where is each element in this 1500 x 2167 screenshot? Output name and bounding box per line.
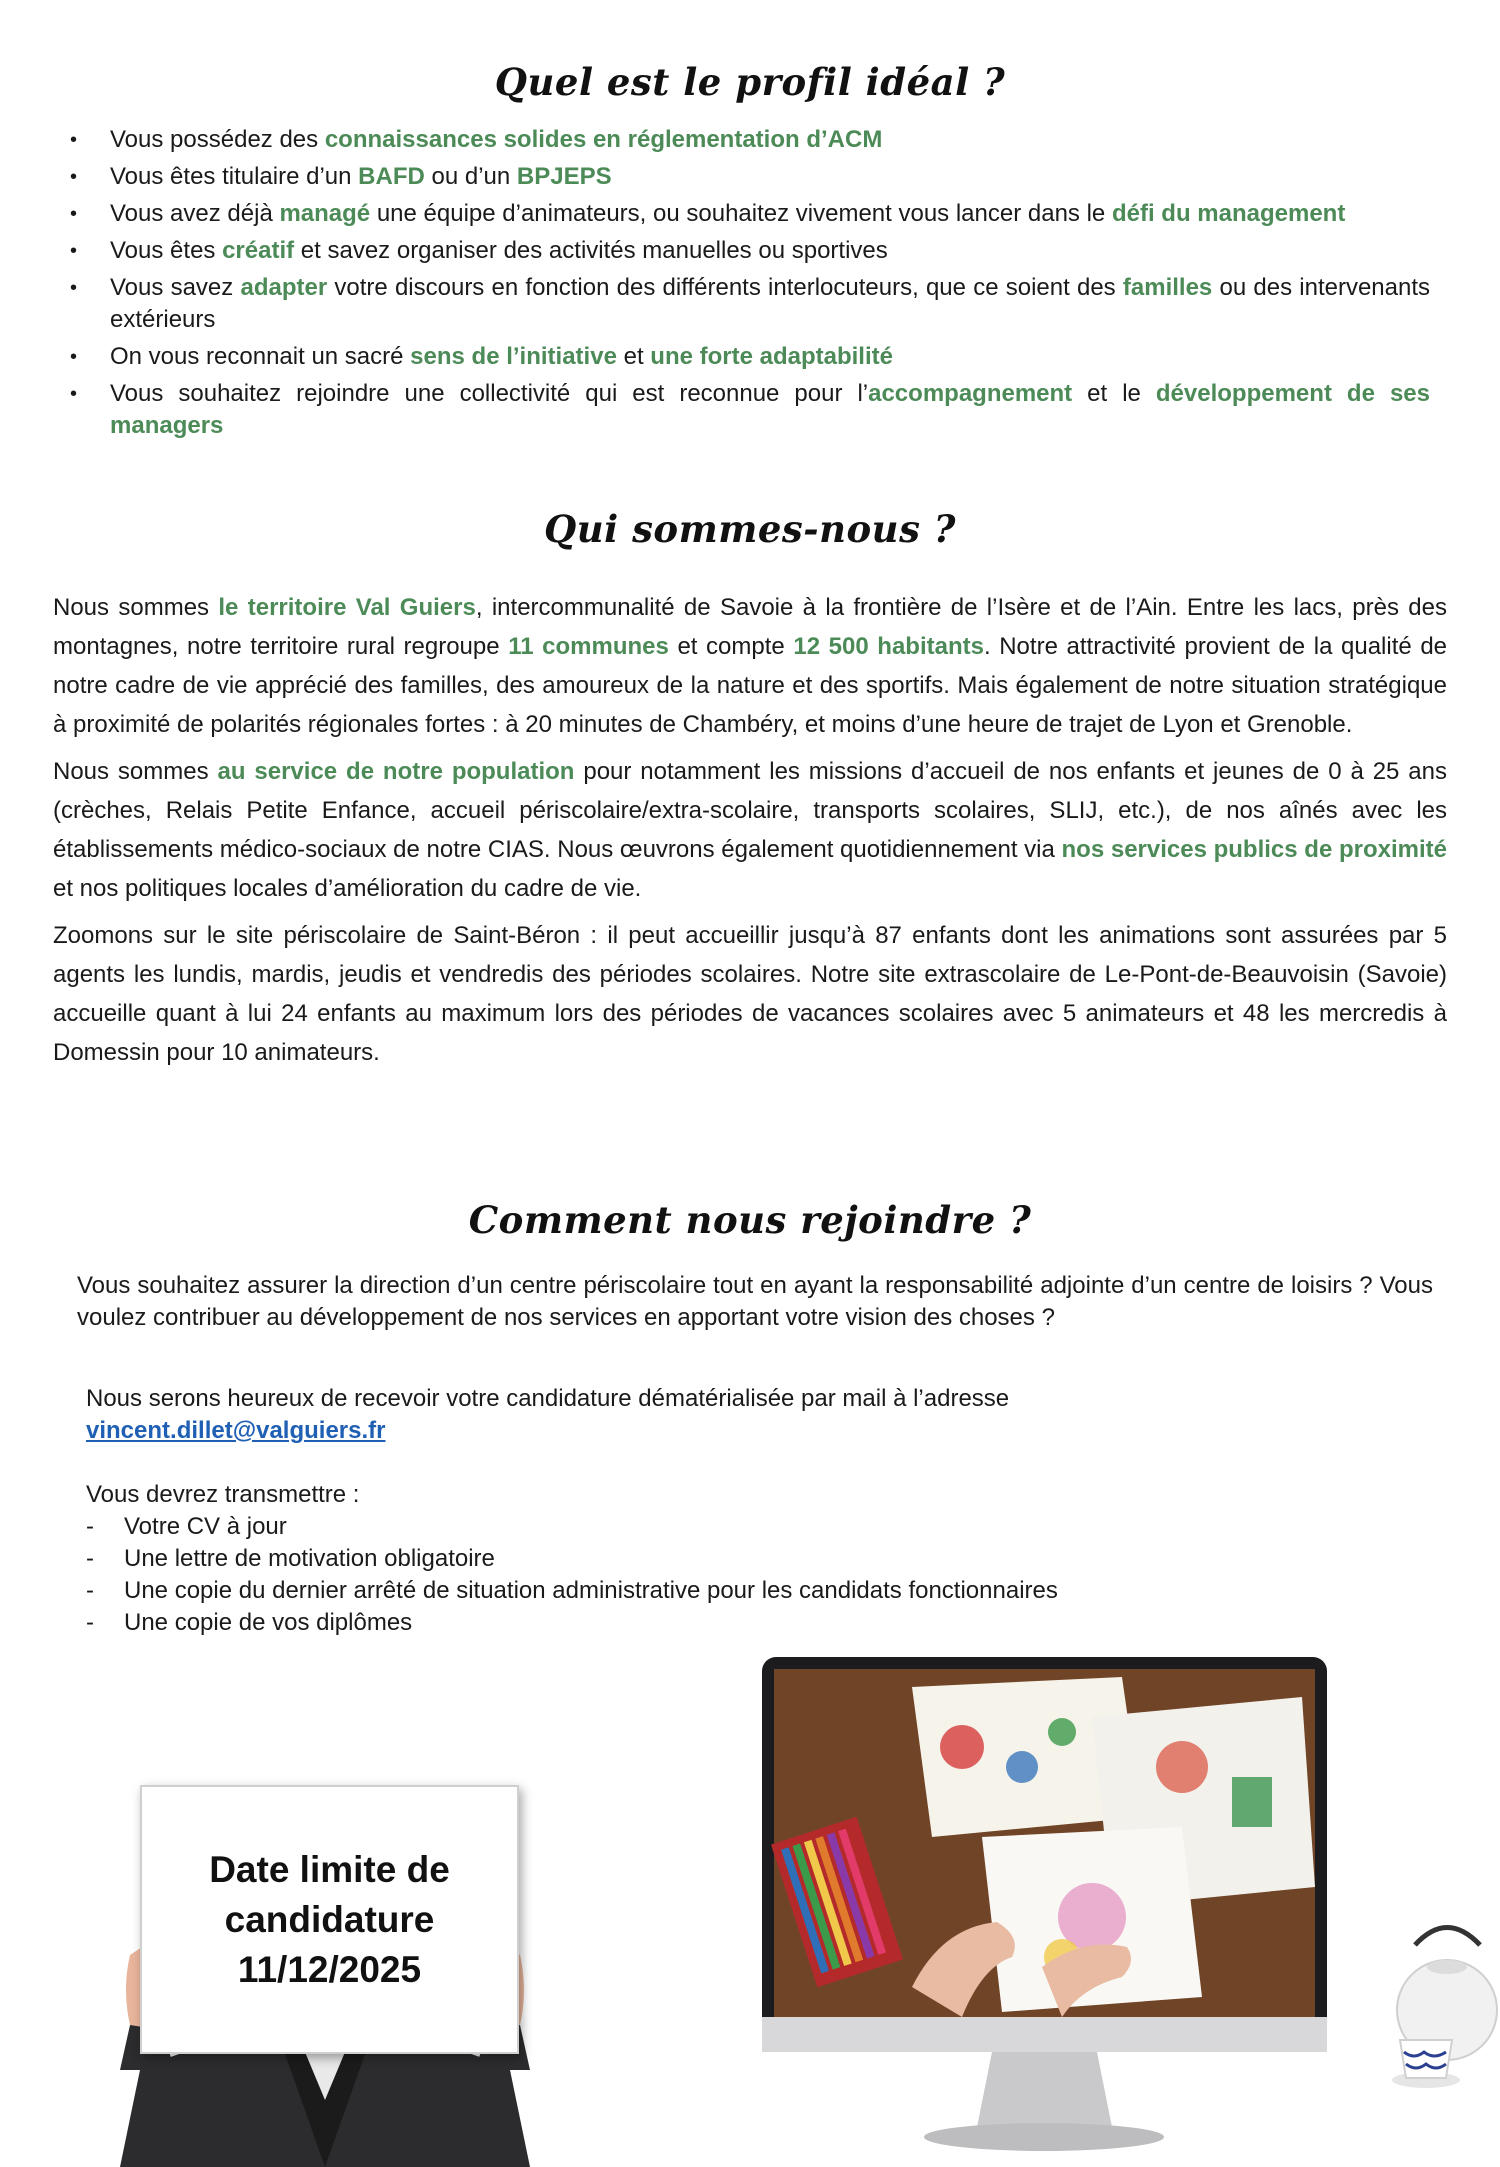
list-item: - Votre CV à jour xyxy=(86,1511,1058,1543)
list-item: - Une copie du dernier arrêté de situation administrative pour les candidats fonctionnaires xyxy=(86,1575,1058,1607)
email-link[interactable]: vincent.dillet@valguiers.fr xyxy=(86,1417,386,1444)
profile-list xyxy=(80,124,1430,447)
deadline-sign xyxy=(140,1785,519,2054)
about-title: Qui sommes-nous ? xyxy=(544,507,956,551)
about-paragraph-3: Zoomons sur le site périscolaire de Saint-Béron : il peut accueillir jusqu’à 87 enfants dont les animations sont assurées par 5 agents les lundis, mardis, jeudis et vendredis des périodes scolaires. Notre site extrascolaire de Le-Pont-de-Beauvoisin (Savoie) accueille quant à lui 24 enfants au maximum lors des périodes de vacances scolaires avec 5 animateurs et 48 les mercredis à Domessin pour 10 animateurs. xyxy=(53,922,1447,1066)
list-item: • Vous avez déjà managé une équipe d’animateurs, ou souhaitez vivement vous lancer dans le défi du management xyxy=(80,198,1430,230)
docs-list xyxy=(86,1511,1058,1639)
list-item: • Vous savez adapter votre discours en fonction des différents interlocuteurs, que ce soient des familles ou des intervenants extérieurs xyxy=(80,272,1430,336)
about-paragraph-2: Nous sommes au service de notre population pour notamment les missions d’accueil de nos enfants et jeunes de 0 à 25 ans (crèches, Relais Petite Enfance, accueil périscolaire/extra-scolaire, transports scolaires, SLIJ, etc.), de nos aînés avec les établissements médico-sociaux de notre CIAS. Nous œuvrons également quotidiennement via nos services publics de proximité et nos politiques locales d’amélioration du cadre de vie. xyxy=(53,758,1447,902)
deadline-label-line-1: Date limite de xyxy=(209,1848,450,1890)
deadline-label-line-2: candidature xyxy=(224,1898,435,1940)
deadline-date: 11/12/2025 xyxy=(237,1948,422,1990)
list-item: - Une copie de vos diplômes xyxy=(86,1607,1058,1639)
join-intro: Vous souhaitez assurer la direction d’un centre périscolaire tout en ayant la responsabilité adjointe d’un centre de loisirs ? Vous voulez contribuer au développement de nos services en apportant votre vision des choses ? xyxy=(77,1272,1433,1331)
list-item: • On vous reconnait un sacré sens de l’initiative et une forte adaptabilité xyxy=(80,341,1430,373)
apply-text: Nous serons heureux de recevoir votre candidature dématérialisée par mail à l’adresse xyxy=(86,1385,1010,1412)
about-paragraph-1: Nous sommes le territoire Val Guiers, intercommunalité de Savoie à la frontière de l’Isère et de l’Ain. Entre les lacs, près des montagnes, notre territoire rural regroupe 11 communes et compte 12 500 habitants. Notre attractivité provient de la qualité de notre cadre de vie apprécié des familles, des amoureux de la nature et des sportifs. Mais également de notre situation stratégique à proximité de polarités régionales fortes : à 20 minutes de Chambéry, et moins d’une heure de trajet de Lyon et Grenoble. xyxy=(53,594,1448,738)
docs-title: Vous devrez transmettre : xyxy=(86,1481,360,1508)
list-item: • Vous possédez des connaissances solides en réglementation d’ACM xyxy=(80,124,1430,156)
cup-icon xyxy=(1390,2030,1462,2090)
list-item: • Vous souhaitez rejoindre une collectivité qui est reconnue pour l’accompagnement et le développement de ses managers xyxy=(80,378,1430,442)
join-title: Comment nous rejoindre ? xyxy=(468,1198,1032,1242)
about-body xyxy=(53,588,1447,1080)
profile-title: Quel est le profil idéal ? xyxy=(494,60,1006,104)
list-item: • Vous êtes créatif et savez organiser des activités manuelles ou sportives xyxy=(80,235,1430,267)
computer-monitor-photo xyxy=(762,1657,1327,2167)
list-item: • Vous êtes titulaire d’un BAFD ou d’un BPJEPS xyxy=(80,161,1430,193)
list-item: - Une lettre de motivation obligatoire xyxy=(86,1543,1058,1575)
